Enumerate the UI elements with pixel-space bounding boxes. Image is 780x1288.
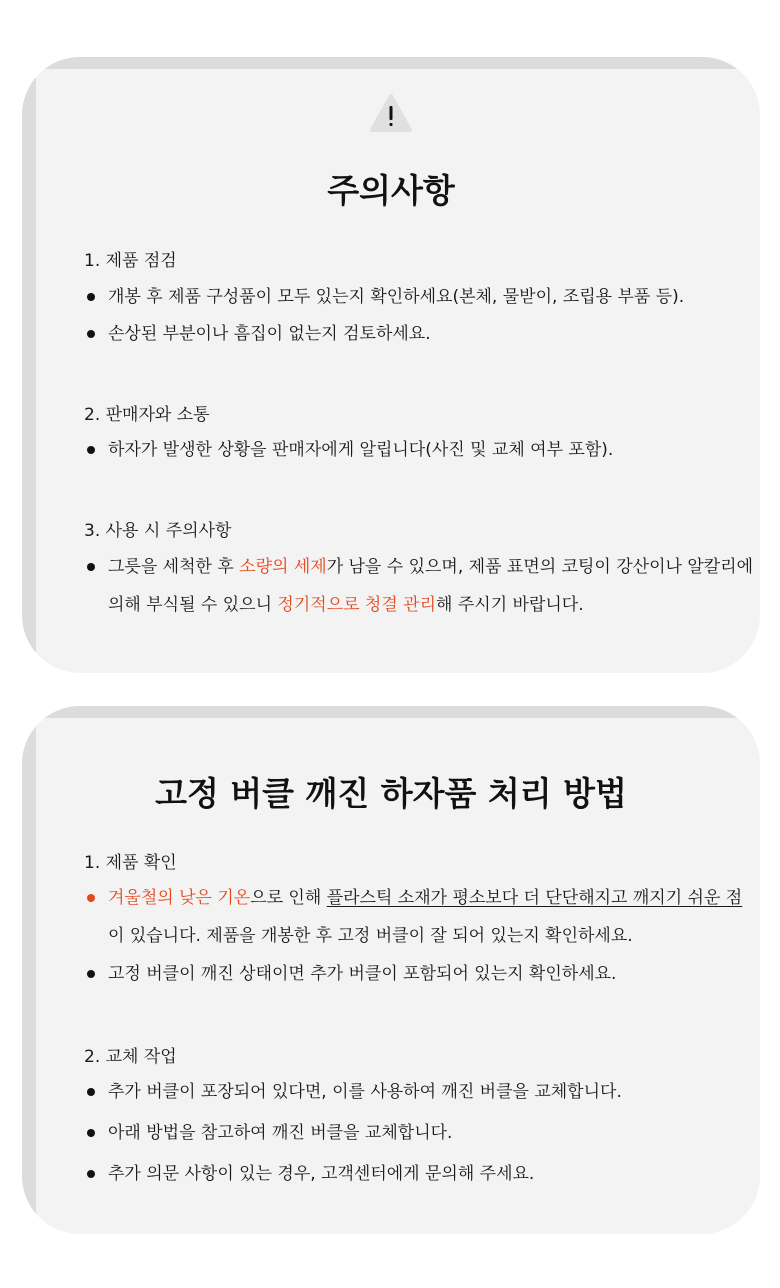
list-item: 하자가 발생한 상황을 판매자에게 알립니다(사진 및 교체 여부 포함).: [86, 431, 756, 469]
list-item: 손상된 부분이나 흠집이 없는지 검토하세요.: [86, 315, 756, 353]
list-item: 그릇을 세척한 후 소량의 세제가 남을 수 있으며, 제품 표면의 코팅이 강산이나 알칼리에 의해 부식될 수 있으니 정기적으로 청결 관리해 주시기 바랍니다.: [86, 548, 756, 624]
bullet-icon: [87, 1129, 95, 1137]
list-item: 고정 버클이 깨진 상태이면 추가 버클이 포함되어 있는지 확인하세요.: [86, 955, 756, 993]
section-heading: 1. 제품 확인: [84, 853, 177, 873]
bullet-icon: [87, 293, 95, 301]
bullet-icon: [87, 563, 95, 571]
highlight-text: 정기적으로 청결 관리: [277, 595, 437, 615]
caution-title: 주의사항: [327, 171, 455, 210]
section-heading: 1. 제품 점검: [84, 251, 177, 271]
caution-card: [22, 57, 760, 673]
repair-card: [22, 706, 760, 1234]
list-item: 겨울철의 낮은 기온으로 인해 플라스틱 소재가 평소보다 더 단단해지고 깨지기 쉬운 점이 있습니다. 제품을 개봉한 후 고정 버클이 잘 되어 있는지 확인하세요.: [86, 879, 756, 955]
list-item: 아래 방법을 참고하여 깨진 버클을 교체합니다.: [86, 1114, 756, 1152]
section-heading: 3. 사용 시 주의사항: [84, 521, 232, 541]
bullet-icon: [87, 330, 95, 338]
bullet-icon: [87, 1170, 95, 1178]
underlined-text: 플라스틱 소재가 평소보다 더 단단해지고 깨지기 쉬운 점: [326, 888, 743, 908]
bullet-icon: [87, 970, 95, 978]
bullet-icon: [87, 894, 95, 902]
bullet-icon: [87, 446, 95, 454]
highlight-text: 소량의 세제: [239, 557, 327, 577]
bullet-icon: [87, 1088, 95, 1096]
repair-title: 고정 버클 깨진 하자품 처리 방법: [155, 774, 627, 813]
list-item: 개봉 후 제품 구성품이 모두 있는지 확인하세요(본체, 물받이, 조립용 부품 등).: [86, 278, 756, 316]
warning-triangle-icon: [369, 93, 413, 133]
highlight-text: 겨울철의 낮은 기온: [108, 888, 251, 908]
section-heading: 2. 판매자와 소통: [84, 405, 210, 425]
section-heading: 2. 교체 작업: [84, 1047, 177, 1067]
list-item: 추가 의문 사항이 있는 경우, 고객센터에게 문의해 주세요.: [86, 1155, 756, 1193]
list-item: 추가 버클이 포장되어 있다면, 이를 사용하여 깨진 버클을 교체합니다.: [86, 1073, 756, 1111]
